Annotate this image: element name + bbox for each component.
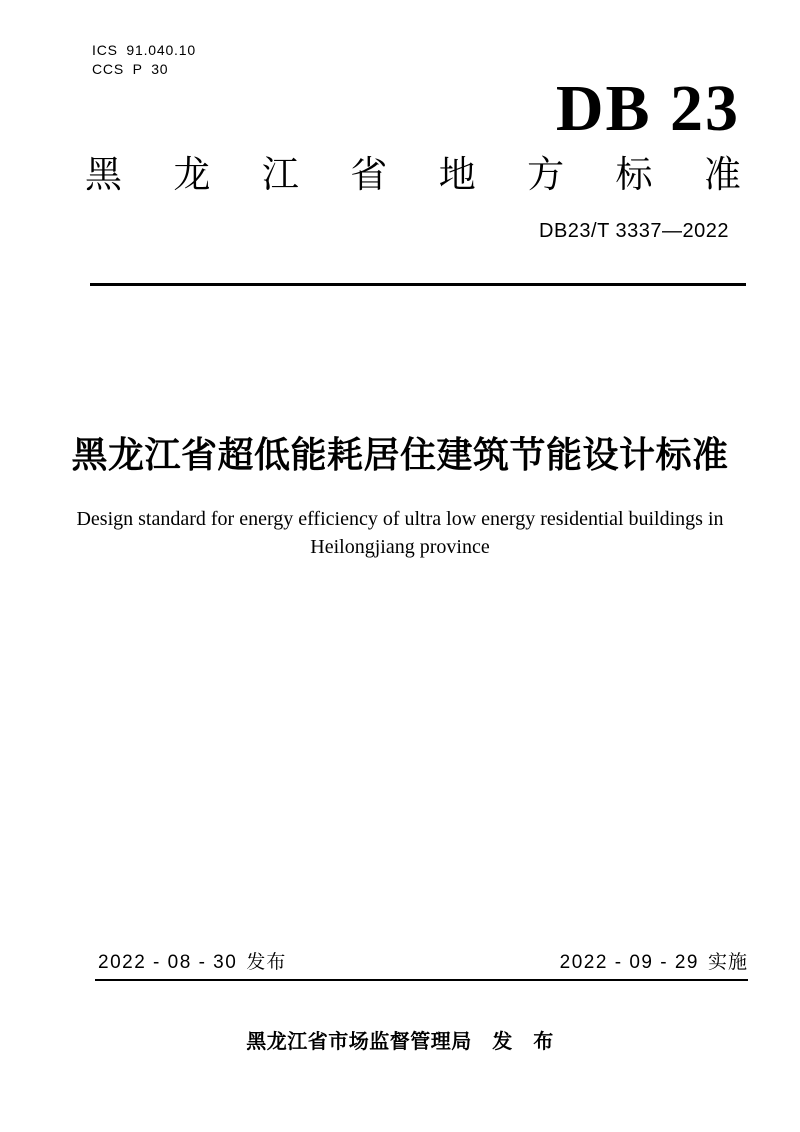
footer-rule <box>95 979 748 981</box>
implement-date-value: 2022 - 09 - 29 <box>559 952 699 973</box>
ics-ccs-block <box>92 41 196 79</box>
issue-date-value: 2022 - 08 - 30 <box>98 952 238 973</box>
type-char: 省 <box>350 154 388 195</box>
issue-date-label: 发布 <box>246 952 287 973</box>
type-char: 地 <box>438 154 476 195</box>
type-char: 龙 <box>173 154 211 195</box>
type-char: 江 <box>261 154 299 195</box>
title-english-line2: Heilongjiang province <box>310 536 490 558</box>
type-char: 准 <box>703 154 741 195</box>
type-char: 方 <box>527 154 565 195</box>
implement-date-label: 实施 <box>707 952 748 973</box>
type-char: 黑 <box>85 154 122 195</box>
title-chinese: 黑龙江省超低能耗居住建筑节能设计标准 <box>71 434 729 475</box>
title-english <box>0 505 800 561</box>
implement-date <box>560 951 748 975</box>
ccs-line: CCS P 30 <box>92 61 169 77</box>
issue-date <box>98 951 286 975</box>
type-char: 标 <box>615 154 653 195</box>
date-row <box>98 951 748 975</box>
ics-line: ICS 91.040.10 <box>92 42 196 58</box>
standard-type-row <box>85 154 741 197</box>
title-english-line1: Design standard for energy efficiency of ultra low energy residential buildings in <box>76 508 724 530</box>
standard-number: DB23/T 3337—2022 <box>539 220 729 242</box>
header-rule <box>90 283 746 286</box>
publisher-line: 黑龙江省市场监督管理局 发 布 <box>246 1031 554 1053</box>
db-standard-mark: DB 23 <box>555 72 740 145</box>
